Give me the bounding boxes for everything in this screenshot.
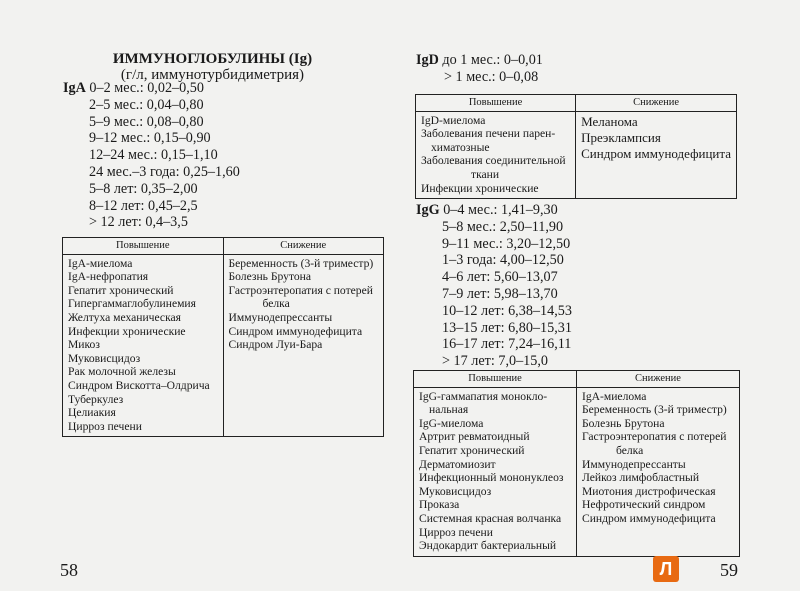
list-item: Гепатит хронический xyxy=(68,283,174,297)
list-item: IgA-миелома xyxy=(582,389,647,403)
decrease-column xyxy=(577,387,740,556)
page-number: 58 xyxy=(60,560,78,580)
decrease-column xyxy=(223,254,384,437)
list-item: IgA-нефропатия xyxy=(68,270,149,284)
list-item: Эндокардит бактериальный xyxy=(419,539,557,553)
iga-reference-ranges xyxy=(63,80,240,231)
iga-label: IgA xyxy=(63,80,86,96)
igd-range: > 1 мес.: 0–0,08 xyxy=(444,68,539,85)
list-item: Цирроз печени xyxy=(419,525,493,539)
list-item: Меланома xyxy=(581,113,638,129)
list-item: Муковисцидоз xyxy=(68,351,141,365)
iga-range: 9–12 мес.: 0,15–0,90 xyxy=(89,130,211,147)
table-header-increase: Повышение xyxy=(414,371,577,388)
right-page xyxy=(400,0,800,591)
igg-range: 10–12 лет: 6,38–14,53 xyxy=(442,302,572,319)
list-item: Беременность (3-й триместр) xyxy=(228,256,374,270)
list-item: Желтуха механическая xyxy=(68,310,182,324)
igg-range: 1–3 года: 4,00–12,50 xyxy=(442,252,564,269)
table-header-decrease: Снижение xyxy=(577,371,740,388)
list-item: ткани xyxy=(471,167,500,181)
list-item: Гастроэнтеропатия с потерей xyxy=(582,430,727,444)
list-item: Лейкоз лимфобластный xyxy=(582,471,700,485)
igd-conditions-table xyxy=(415,94,737,199)
iga-conditions-table xyxy=(62,237,384,437)
list-item: Гастроэнтеропатия с потерей xyxy=(228,283,373,297)
igg-range: 9–11 мес.: 3,20–12,50 xyxy=(442,235,571,252)
list-item: Синдром Луи-Бара xyxy=(228,338,323,352)
list-item: Миотония дистрофическая xyxy=(582,484,716,498)
list-item: Синдром иммунодефицита xyxy=(581,145,731,161)
iga-range: 8–12 лет: 0,45–2,5 xyxy=(89,197,198,214)
table-header-decrease: Снижение xyxy=(223,238,384,255)
iga-range: 2–5 мес.: 0,04–0,80 xyxy=(89,96,204,113)
iga-range: 5–9 мес.: 0,08–0,80 xyxy=(89,113,204,130)
list-item: Дерматомиозит xyxy=(419,457,496,471)
igd-range: до 1 мес.: 0–0,01 xyxy=(442,52,543,68)
list-item: белка xyxy=(262,297,290,311)
increase-column xyxy=(416,111,576,199)
list-item: нальная xyxy=(429,403,469,417)
list-item: Целиакия xyxy=(68,406,116,420)
list-item: Синдром Вискотта–Олдрича xyxy=(68,378,210,392)
list-item: Туберкулез xyxy=(68,392,124,406)
igg-range: 16–17 лет: 7,24–16,11 xyxy=(442,336,572,353)
list-item: Болезнь Брутона xyxy=(582,416,665,430)
list-item: химатозные xyxy=(431,140,490,154)
igg-conditions-table xyxy=(413,370,740,557)
iga-range: 12–24 мес.: 0,15–1,10 xyxy=(89,147,218,164)
list-item: Артрит ревматоидный xyxy=(419,430,530,444)
list-item: Болезнь Брутона xyxy=(228,270,312,284)
list-item: Иммунодепрессанты xyxy=(582,457,686,471)
iga-range: 5–8 лет: 0,35–2,00 xyxy=(89,180,198,197)
iga-range: 0–2 мес.: 0,02–0,50 xyxy=(89,80,204,96)
igg-range: 4–6 лет: 5,60–13,07 xyxy=(442,269,558,286)
table-header-increase: Повышение xyxy=(63,238,224,255)
list-item: Гепатит хронический xyxy=(419,443,525,457)
igg-range: 7–9 лет: 5,98–13,70 xyxy=(442,285,558,302)
list-item: Заболевания соединительной xyxy=(421,154,566,168)
increase-column xyxy=(414,387,577,556)
list-item: Системная красная волчанка xyxy=(419,511,562,525)
list-item: Нефротический синдром xyxy=(582,498,706,512)
decrease-column xyxy=(576,111,737,199)
list-item: Преэклампсия xyxy=(581,129,661,145)
list-item: Иммунодепрессанты xyxy=(228,310,333,324)
igg-range: 0–4 мес.: 1,41–9,30 xyxy=(443,202,558,218)
page-subtitle: (г/л, иммунотурбидиметрия) xyxy=(120,67,305,83)
list-item: Цирроз печени xyxy=(68,419,142,433)
igg-range: 5–8 мес.: 2,50–11,90 xyxy=(442,218,564,235)
page-title: ИММУНОГЛОБУЛИНЫ (Ig) xyxy=(112,51,313,67)
list-item: Рак молочной железы xyxy=(68,365,176,379)
list-item: IgA-миелома xyxy=(68,256,133,270)
list-item: Гипергаммаглобулинемия xyxy=(68,297,196,311)
list-item: белка xyxy=(616,443,644,457)
igg-range: > 17 лет: 7,0–15,0 xyxy=(442,353,549,370)
list-item: IgG-гаммапатия моноклo- xyxy=(419,389,548,403)
iga-range: > 12 лет: 0,4–3,5 xyxy=(89,214,188,231)
list-item: Инфекции хронические xyxy=(68,324,186,338)
list-item: Беременность (3-й триместр) xyxy=(582,403,727,417)
list-item: Синдром иммунодефицита xyxy=(228,324,363,338)
igd-reference-ranges xyxy=(416,52,543,86)
list-item: Микоз xyxy=(68,338,100,352)
increase-column xyxy=(63,254,224,437)
igd-label: IgD xyxy=(416,52,439,68)
igg-label: IgG xyxy=(416,202,440,218)
list-item: IgG-миелома xyxy=(419,416,484,430)
page-number: 59 xyxy=(720,560,738,580)
table-header-decrease: Снижение xyxy=(576,95,737,112)
table-header-increase: Повышение xyxy=(416,95,576,112)
igg-reference-ranges xyxy=(416,202,572,370)
publisher-logo-icon: Л xyxy=(653,556,679,582)
list-item: Проказа xyxy=(419,498,460,512)
list-item: Инфекции хронические xyxy=(421,181,539,195)
list-item: Заболевания печени парен- xyxy=(421,127,556,141)
list-item: IgD-миелома xyxy=(421,113,486,127)
list-item: Муковисцидоз xyxy=(419,484,492,498)
igg-range: 13–15 лет: 6,80–15,31 xyxy=(442,319,572,336)
list-item: Синдром иммунодефицита xyxy=(582,511,716,525)
list-item: Инфекционный мононуклеоз xyxy=(419,471,564,485)
iga-range: 24 мес.–3 года: 0,25–1,60 xyxy=(89,163,240,180)
